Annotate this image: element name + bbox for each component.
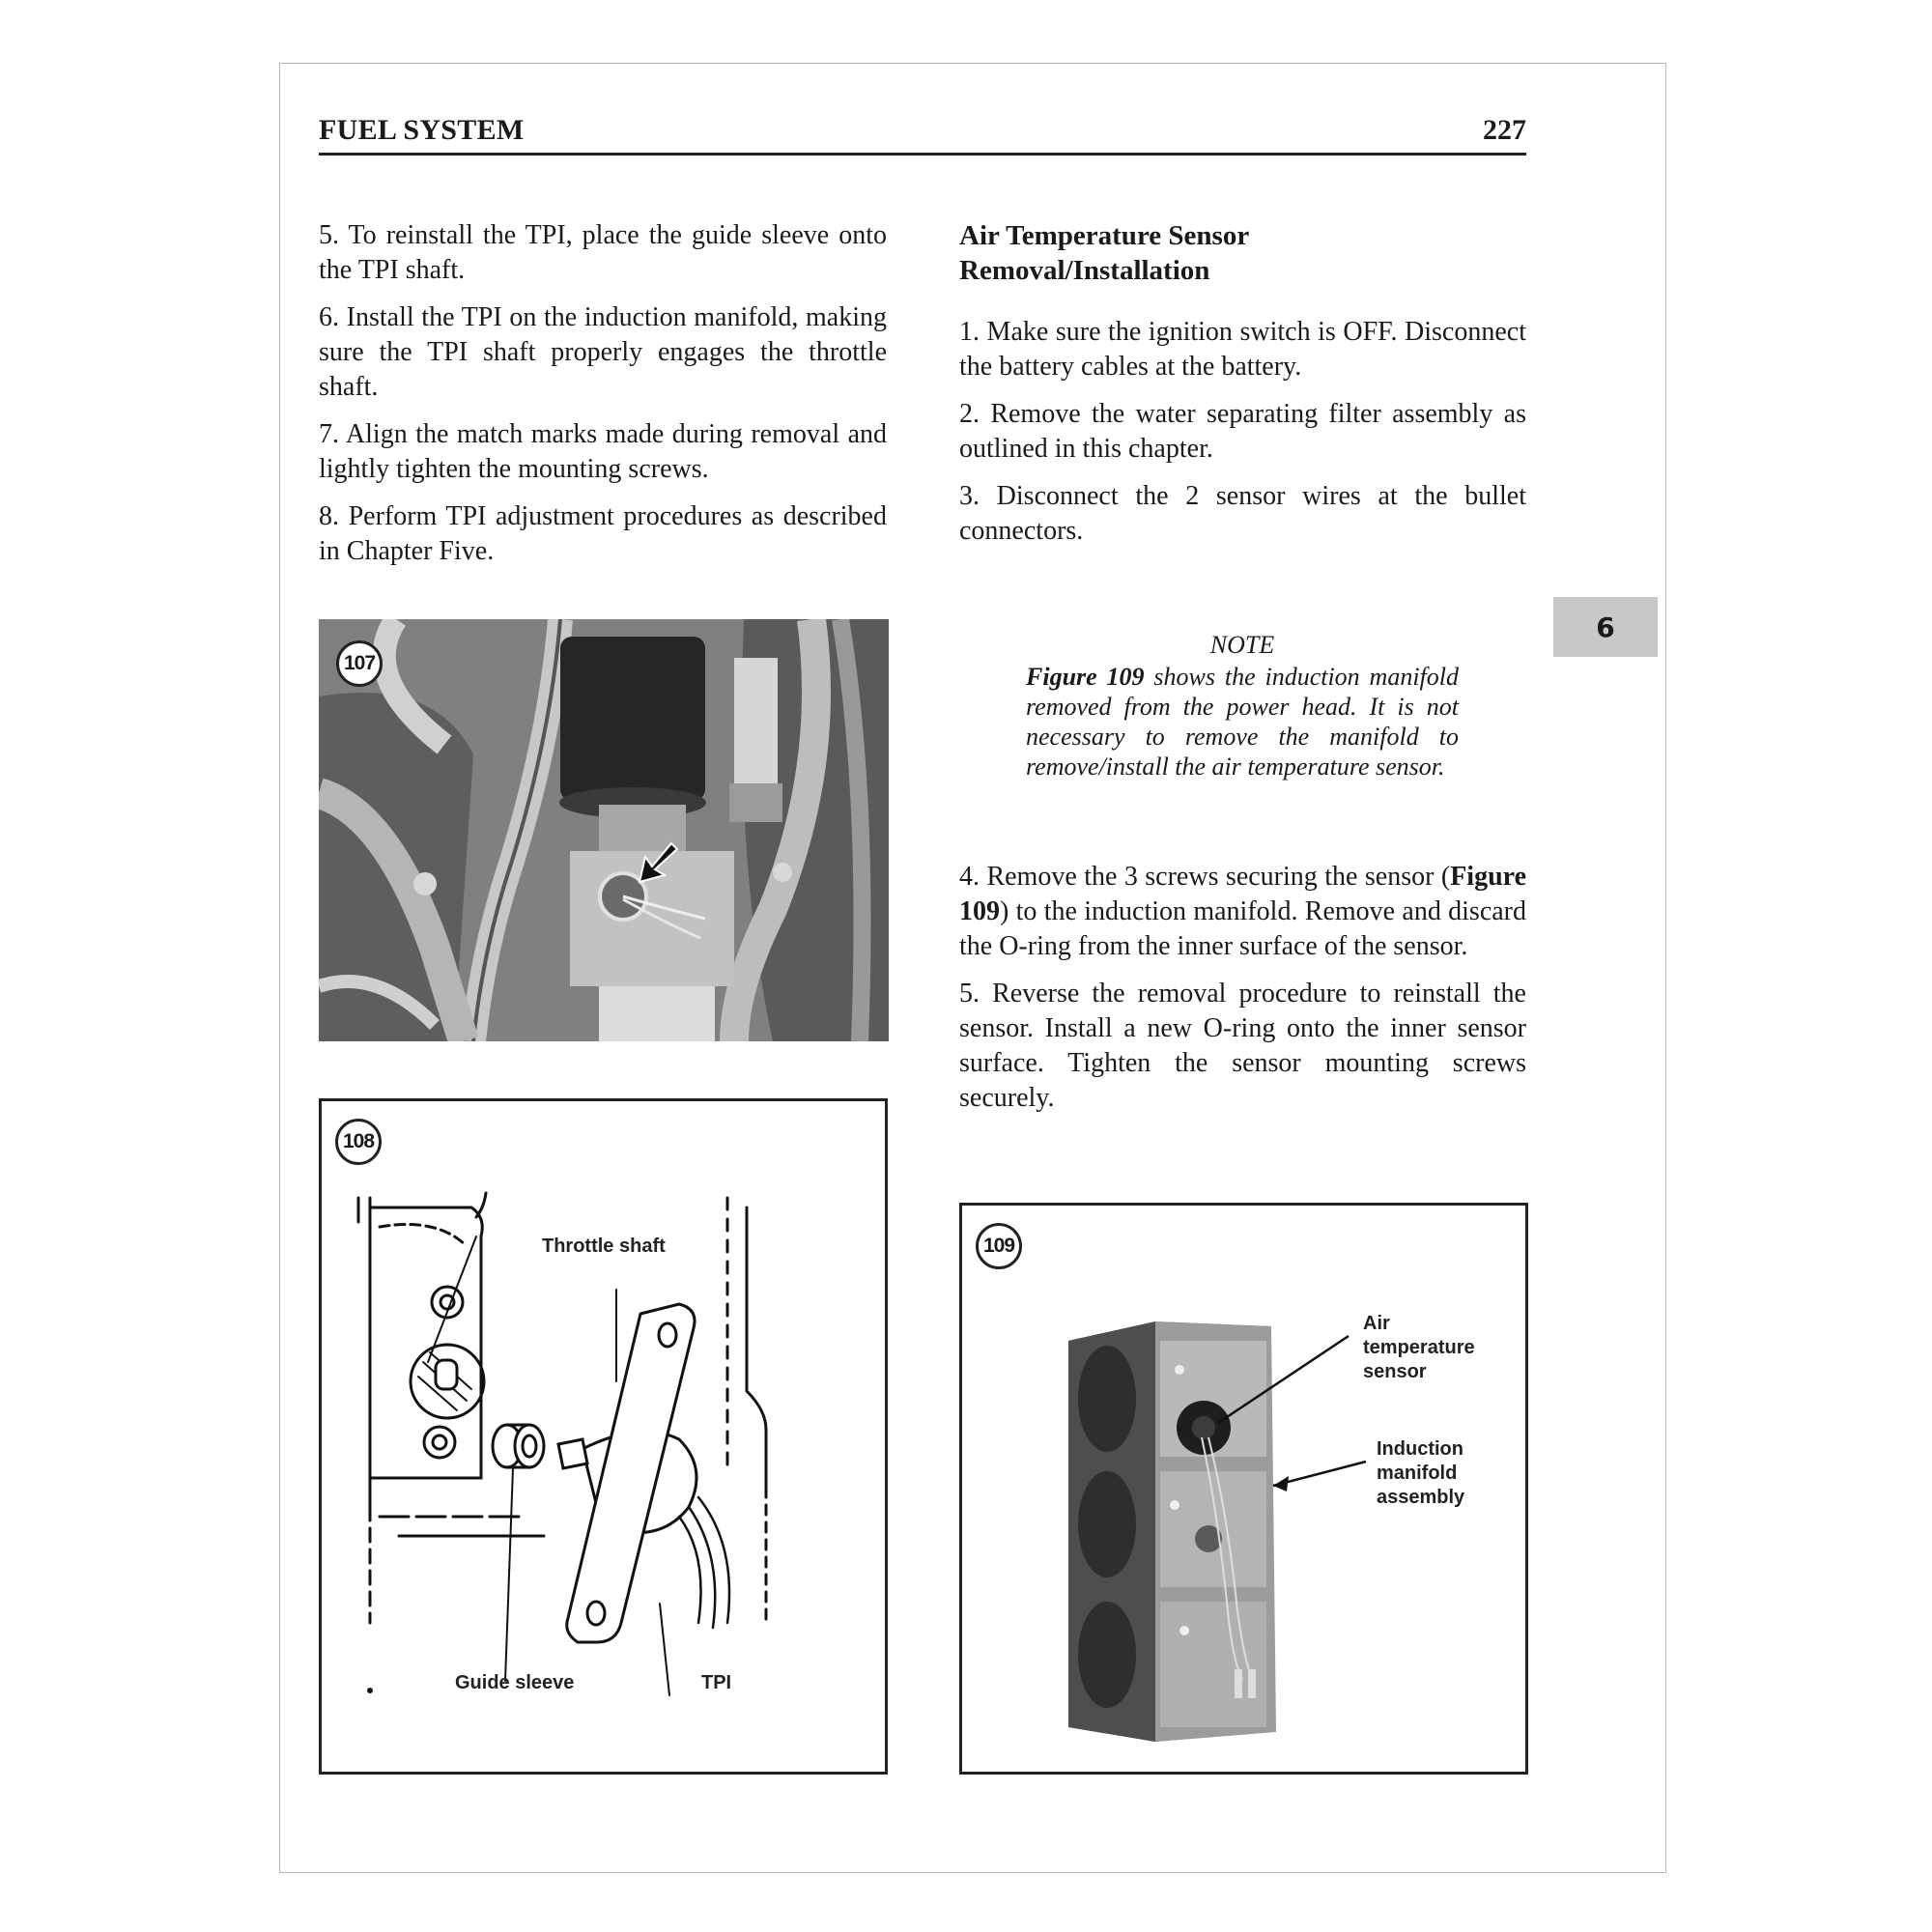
label-guide-sleeve: Guide sleeve — [455, 1672, 575, 1693]
sensor-step-3: 3. Disconnect the 2 sensor wires at the bullet connectors. — [959, 481, 1526, 546]
figure-108-number: 108 — [335, 1119, 382, 1165]
engine-photo-illustration — [319, 619, 889, 1041]
figure-108-diagram — [319, 1098, 888, 1775]
page-number: 227 — [1483, 114, 1526, 146]
section-title-line1: Air Temperature Sensor — [959, 220, 1250, 251]
right-column-text-continued — [959, 860, 1526, 1128]
section-title-line2: Removal/Installation — [959, 255, 1210, 286]
label-tpi: TPI — [701, 1672, 732, 1693]
figure-107-number: 107 — [336, 640, 383, 687]
step-7-align-marks: 7. Align the match marks made during removal and lightly tighten the mounting screws. — [319, 419, 887, 484]
chapter-tab: 6 — [1553, 597, 1658, 657]
note-box — [1026, 630, 1459, 781]
note-figure-ref: Figure 109 — [1026, 663, 1145, 691]
left-column-text — [319, 218, 887, 582]
running-header-section: FUEL SYSTEM — [319, 114, 525, 146]
figure-109-number: 109 — [976, 1223, 1022, 1269]
step-8-adjustment: 8. Perform TPI adjustment procedures as described in Chapter Five. — [319, 501, 887, 566]
note-title: NOTE — [1209, 631, 1275, 659]
sensor-step-4: 4. Remove the 3 screws securing the sensor (Figure 109) to the induction manifold. Remove and discard the O-ring from the inner surface of the sensor. — [959, 862, 1526, 961]
step-4-figure-ref: Figure 109 — [959, 862, 1526, 926]
tpi-exploded-drawing — [322, 1101, 885, 1772]
sensor-step-1: 1. Make sure the ignition switch is OFF. Disconnect the battery cables at the battery. — [959, 317, 1526, 382]
figure-107-photo — [319, 619, 889, 1041]
header-rule — [319, 153, 1526, 156]
step-5-reinstall-tpi: 5. To reinstall the TPI, place the guide sleeve onto the TPI shaft. — [319, 220, 887, 285]
label-air-temperature-sensor: Air temperature sensor — [1363, 1313, 1475, 1382]
step-6-install-tpi: 6. Install the TPI on the induction manifold, making sure the TPI shaft properly engages the throttle shaft. — [319, 302, 887, 402]
label-induction-manifold-assembly: Induction manifold assembly — [1377, 1438, 1465, 1508]
figure-109-diagram — [959, 1203, 1528, 1775]
sensor-step-2: 2. Remove the water separating filter assembly as outlined in this chapter. — [959, 399, 1526, 464]
section-title — [959, 218, 1526, 288]
label-throttle-shaft: Throttle shaft — [542, 1236, 666, 1257]
note-text: shows the induction manifold removed from the power head. It is not necessary to remove the manifold to remove/install the air temperature sensor. — [1026, 663, 1459, 781]
sensor-step-5: 5. Reverse the removal procedure to reinstall the sensor. Install a new O-ring onto the inner sensor surface. Tighten the sensor mounting screws securely. — [959, 979, 1526, 1113]
right-column-text — [959, 218, 1526, 561]
